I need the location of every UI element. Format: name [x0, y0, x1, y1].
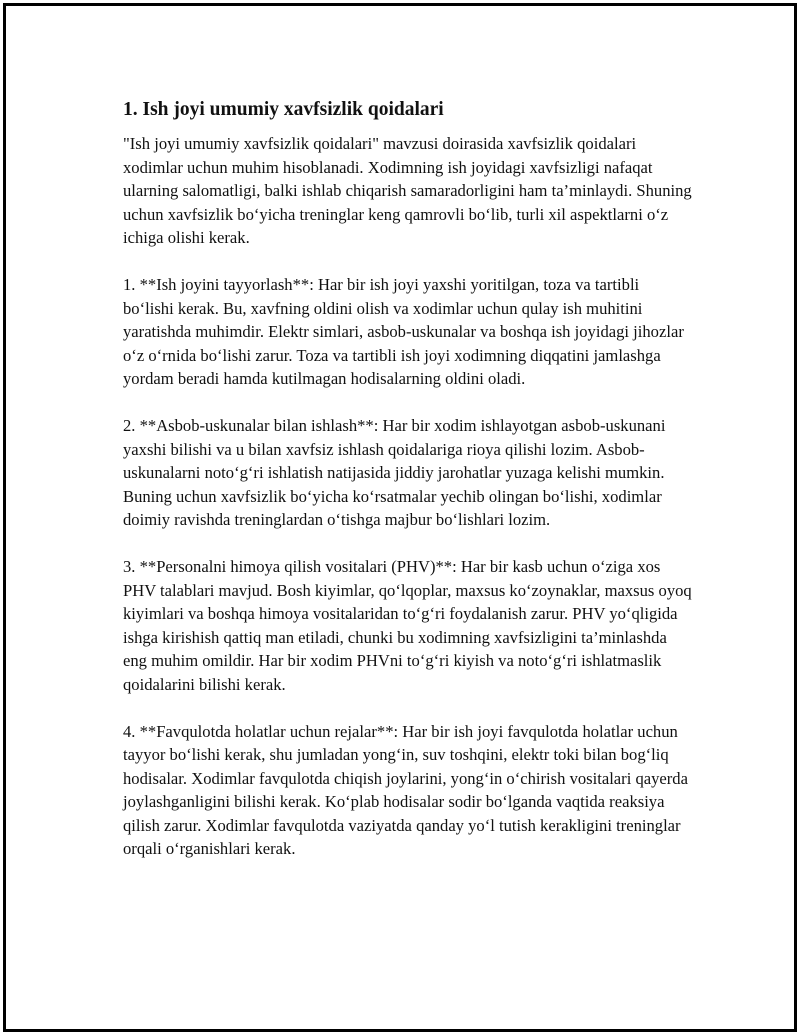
intro-paragraph: "Ish joyi umumiy xavfsizlik qoidalari" mavzusi doirasida xavfsizlik qoidalari xodimlar uchun muhim hisoblanadi. Xodimning ish joyidagi xavfsizligi nafaqat ularning salomatligi, balki ishlab chiqarish samaradorligini ham ta’minlaydi. Shuning uchun xavfsizlik bo‘yicha treninglar keng qamrovli bo‘lib, turli xil aspektlarni o‘z ichiga olishi kerak.	[123, 134, 692, 247]
paragraph-equipment-handling: 2. **Asbob-uskunalar bilan ishlash**: Har bir xodim ishlayotgan asbob-uskunani yaxshi bilishi va u bilan xavfsiz ishlash qoidalariga rioya qilishi lozim. Asbob-uskunalarni noto‘g‘ri ishlatish natijasida jiddiy jarohatlar yuzaga kelishi mumkin. Buning uchun xavfsizlik bo‘yicha ko‘rsatmalar yechib olingan bo‘lishi, xodimlar doimiy ravishda treninglardan o‘tishga majbur bo‘lishlari lozim.	[123, 416, 666, 529]
section-title: 1. Ish joyi umumiy xavfsizlik qoidalari	[123, 99, 444, 120]
page-frame	[3, 3, 797, 1032]
paragraph-workplace-preparation: 1. **Ish joyini tayyorlash**: Har bir ish joyi yaxshi yoritilgan, toza va tartibli bo‘lishi kerak. Bu, xavfning oldini olish va xodimlar uchun qulay ish muhitini yaratishda muhimdir. Elektr simlari, asbob-uskunalar va boshqa ish joyidagi jihozlar o‘z o‘rnida bo‘lishi zarur. Toza va tartibli ish joyi xodimning diqqatini jamlashga yordam beradi hamda kutilmagan hodisalarning oldini oladi.	[123, 275, 684, 388]
document-body	[123, 96, 693, 884]
paragraph-personal-protective-equipment: 3. **Personalni himoya qilish vositalari (PHV)**: Har bir kasb uchun o‘ziga xos PHV talablari mavjud. Bosh kiyimlar, qo‘lqoplar, maxsus ko‘zoynaklar, maxsus oyoq kiyimlari va boshqa himoya vositalaridan to‘g‘ri foydalanish zarur. PHV yo‘qligida ishga kirishish qattiq man etiladi, chunki bu xodimning xavfsizligini ta’minlashda eng muhim omildir. Har bir xodim PHVni to‘g‘ri kiyish va noto‘g‘ri ishlatmaslik qoidalarini bilishi kerak.	[123, 557, 692, 694]
paragraph-emergency-plans: 4. **Favqulotda holatlar uchun rejalar**: Har bir ish joyi favqulotda holatlar uchun tayyor bo‘lishi kerak, shu jumladan yong‘in, suv toshqini, elektr toki bilan bog‘liq hodisalar. Xodimlar favqulotda chiqish joylarini, yong‘in o‘chirish vositalari qayerda joylashganligini bilishi kerak. Ko‘plab hodisalar sodir bo‘lganda vaqtida reaksiya qilish zarur. Xodimlar favqulotda vaziyatda qanday yo‘l tutish kerakligini treninglar orqali o‘rganishlari kerak.	[123, 721, 688, 858]
